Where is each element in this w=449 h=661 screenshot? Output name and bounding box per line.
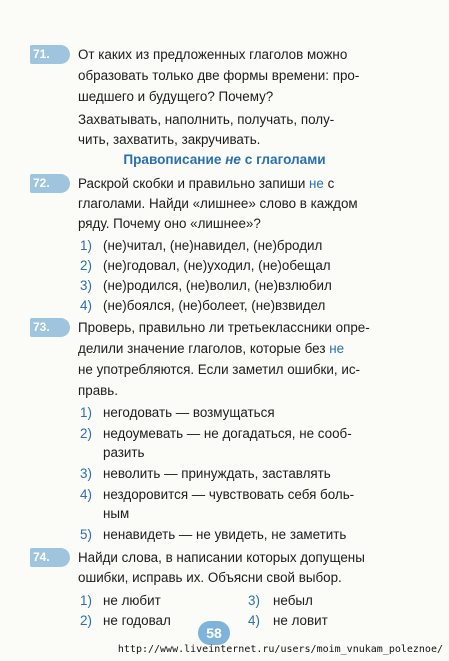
exercise-number-72: 72. bbox=[30, 174, 70, 193]
ex73-item: ненавидеть — не увидеть, не заметить bbox=[103, 527, 347, 542]
ex73-item-continuation: ным bbox=[103, 506, 130, 521]
heading-particle: не bbox=[225, 152, 241, 167]
ex73-item: недоумевать — не догадаться, не сооб- bbox=[103, 426, 352, 441]
ex74-line-1: Найди слова, в написании которых допущены bbox=[78, 550, 365, 565]
ex72-item: (не)боялся, (не)болеет, (не)взвидел bbox=[103, 298, 326, 313]
ex74-item: не любит bbox=[103, 593, 161, 608]
ex74-item-number: 4) bbox=[248, 613, 260, 628]
ex74-item-number: 3) bbox=[248, 593, 260, 608]
ex72-item-number: 3) bbox=[80, 278, 92, 293]
exercise-number-71: 71. bbox=[30, 45, 70, 64]
ex74-line-2: ошибки, исправь их. Объясни свой выбор. bbox=[78, 570, 342, 585]
ex72-item-number: 4) bbox=[80, 298, 92, 313]
ex73-item: нездоровится — чувствовать себя боль- bbox=[103, 487, 355, 502]
ex71-words-1: Захватывать, наполнить, получать, полу- bbox=[78, 112, 335, 127]
ex72-item: (не)читал, (не)навидел, (не)бродил bbox=[103, 238, 323, 253]
ex74-item: небыл bbox=[273, 593, 313, 608]
ex71-line-2: образовать только две формы времени: про- bbox=[78, 68, 360, 83]
ex73-line-1: Проверь, правильно ли третьеклассники опре- bbox=[78, 320, 370, 335]
exercise-number-74: 74. bbox=[30, 548, 70, 567]
ex74-item: не ловит bbox=[273, 613, 328, 628]
ex72-line-2: глаголами. Найди «лишнее» слово в каждом bbox=[78, 196, 358, 211]
page-number: 58 bbox=[198, 621, 230, 645]
ex72-line-1: Раскрой скобки и правильно запиши не с bbox=[78, 176, 335, 191]
ex73-item-number: 2) bbox=[80, 426, 92, 441]
ex73-line-4: правь. bbox=[78, 383, 118, 398]
ex72-item: (не)годовал, (не)уходил, (не)обещал bbox=[103, 258, 331, 273]
ex71-line-3: шедшего и будущего? Почему? bbox=[78, 89, 274, 104]
ex73-item-number: 1) bbox=[80, 405, 92, 420]
ex72-line-3: ряду. Почему оно «лишнее»? bbox=[78, 216, 261, 231]
ex73-item: негодовать — возмущаться bbox=[103, 405, 275, 420]
ex73-line-2: делили значение глаголов, которые без не bbox=[78, 341, 345, 356]
ex73-item: неволить — принуждать, заставлять bbox=[103, 466, 331, 481]
ex73-line-3: не употребляются. Если заметил ошибки, ис- bbox=[78, 362, 360, 377]
ex71-words-2: чить, захватить, закручивать. bbox=[78, 132, 261, 147]
ex72-item: (не)родился, (не)волил, (не)взлюбил bbox=[103, 278, 332, 293]
section-heading: Правописание не с глаголами bbox=[123, 152, 326, 167]
source-url[interactable]: http://www.liveinternet.ru/users/moim_vnukam_poleznoe/ bbox=[117, 644, 443, 655]
ex74-item-number: 2) bbox=[80, 613, 92, 628]
ex74-item: не годовал bbox=[103, 613, 171, 628]
ex73-item-number: 3) bbox=[80, 466, 92, 481]
ex72-item-number: 2) bbox=[80, 258, 92, 273]
ex72-item-number: 1) bbox=[80, 238, 92, 253]
ex73-item-number: 5) bbox=[80, 527, 92, 542]
exercise-number-73: 73. bbox=[30, 318, 70, 337]
ex73-item-continuation: разить bbox=[103, 445, 145, 460]
ex71-line-1: От каких из предложенных глаголов можно bbox=[78, 47, 348, 62]
ex73-item-number: 4) bbox=[80, 487, 92, 502]
ex74-item-number: 1) bbox=[80, 593, 92, 608]
